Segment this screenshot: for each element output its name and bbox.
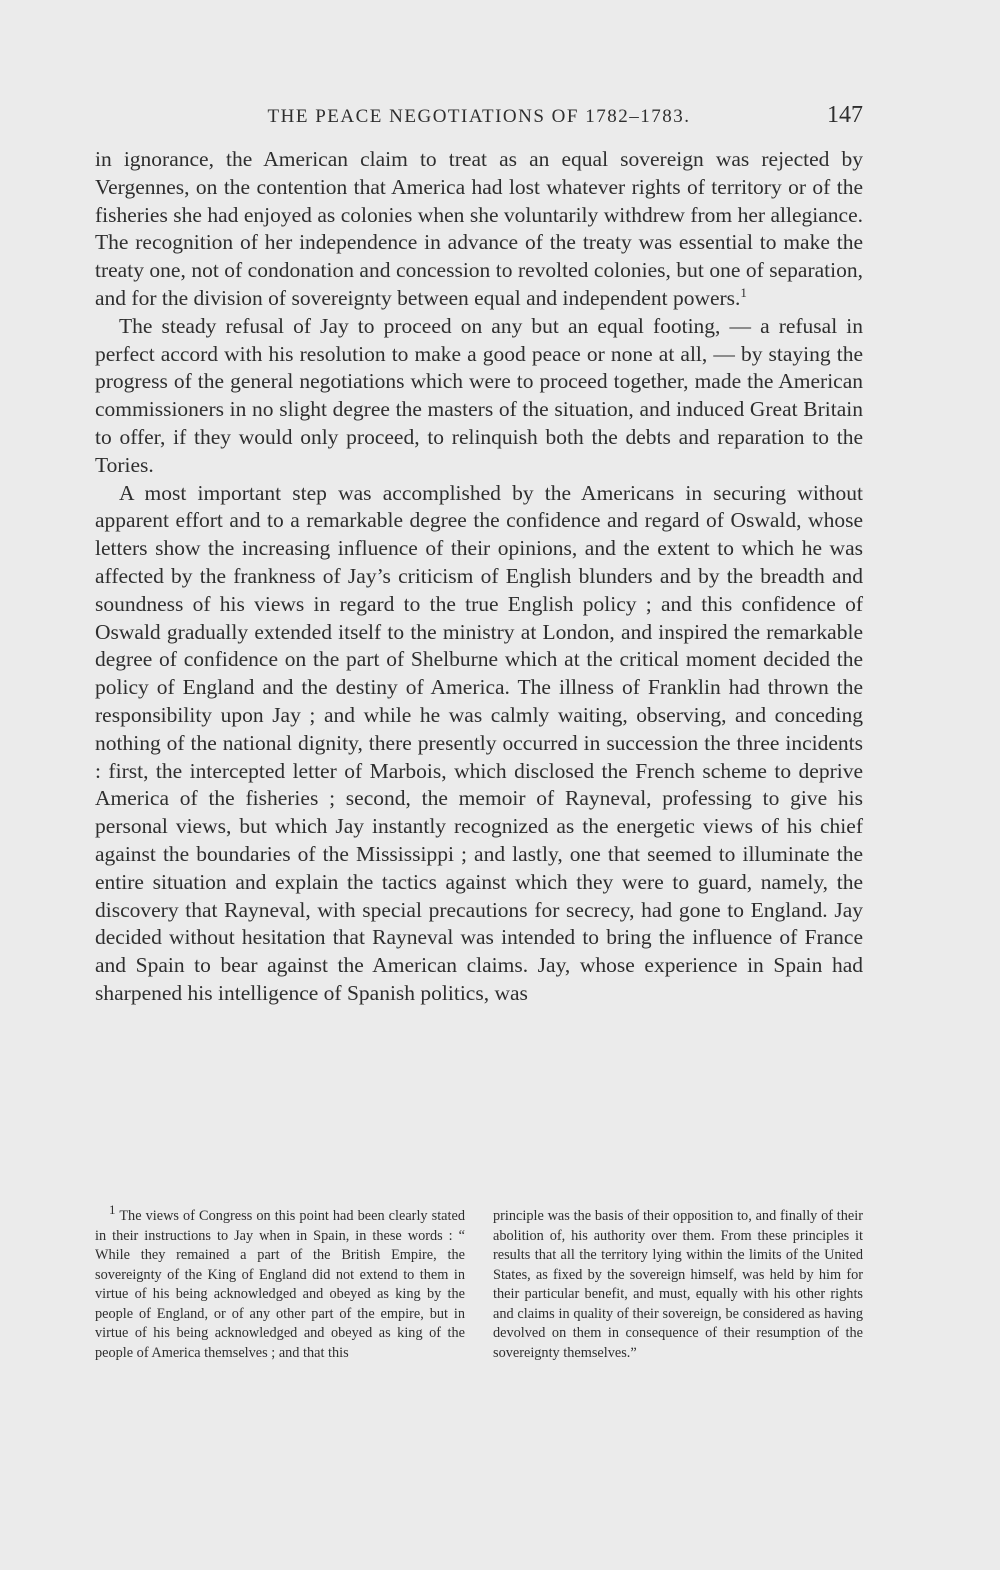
- paragraph-1-text: in ignorance, the American claim to treat as an equal sovereign was rejected by Vergennes, on the contention that America had lost whatever rights of territory or of the fisheries she had enjoyed as colonies when she voluntarily withdrew from her allegiance. The recognition of her independence in advance of the treaty was essential to make the treaty one, not of condonation and concession to revolted colonies, but one of separation, and for the division of sovereignty between equal and independent powers.: [95, 147, 863, 310]
- footnotes: [95, 1202, 863, 1363]
- running-head: [95, 98, 863, 134]
- body-text: [95, 146, 863, 1008]
- footnote-text-left: The views of Congress on this point had been clearly stated in their instructions to Jay when in Spain, in these words : “ While they remained a part of the British Empire, the sovereignty of the King of England did not extend to them in virtue of his being acknowledged and obeyed as king by the people of England, or of any other part of the empire, but in virtue of his being acknowledged and obeyed as king of the people of America themselves ; and that this: [95, 1208, 465, 1361]
- footnote-column-right: [493, 1207, 863, 1363]
- footnote-column-left: [95, 1202, 465, 1363]
- paragraph-1: [95, 146, 863, 313]
- page-number: 147: [827, 102, 863, 128]
- paragraph-2: The steady refusal of Jay to proceed on any but an equal footing, — a refusal in perfect accord with his resolution to make a good peace or none at all, — by staying the progress of the general negotiations which were to proceed together, made the American commissioners in no slight degree the masters of the situation, and induced Great Britain to offer, if they would only proceed, to relinquish both the debts and reparation to the Tories.: [95, 313, 863, 477]
- paragraph-3: A most important step was accomplished by the Americans in securing without apparent effort and to a remarkable degree the confidence and regard of Oswald, whose letters show the increasing influence of their opinions, and the extent to which he was affected by the frankness of Jay’s criticism of English blunders and by the breadth and soundness of his views in regard to the true English policy ; and this confidence of Oswald gradually extended itself to the ministry at London, and inspired the remarkable degree of confidence on the part of Shelburne which at the critical moment decided the policy of England and the destiny of America. The illness of Franklin had thrown the responsibility upon Jay ; and while he was calmly waiting, observing, and conceding nothing of the national dignity, there presently occurred in succession the three incidents : first, the intercepted letter of Marbois, which disclosed the French scheme to deprive America of the fisheries ; second, the memoir of Rayneval, professing to give his personal views, but which Jay instantly recognized as the energetic views of his chief against the boundaries of the Mississippi ; and lastly, one that seemed to illuminate the entire situation and explain the tactics against which they were to guard, namely, the discovery that Rayneval, with special precautions for secrecy, had gone to England. Jay decided without hesitation that Rayneval was intended to bring the influence of France and Spain to bear against the American claims. Jay, whose experience in Spain had sharpened his intelligence of Spanish politics, was: [95, 480, 863, 1005]
- footnote-marker: 1: [109, 1202, 116, 1218]
- footnote-text-right: principle was the basis of their opposition to, and finally of their abolition of, his authority over them. From these principles it results that all the territory lying within the limits of the United States, as fixed by the sovereign himself, was held by him for their particular benefit, and must, equally with his other rights and claims in quality of their sovereign, be considered as having devolved on them in consequence of their resumption of the sovereignty themselves.”: [493, 1208, 863, 1361]
- running-head-title: THE PEACE NEGOTIATIONS OF 1782–1783.: [267, 106, 691, 127]
- footnote-reference: 1: [740, 284, 747, 300]
